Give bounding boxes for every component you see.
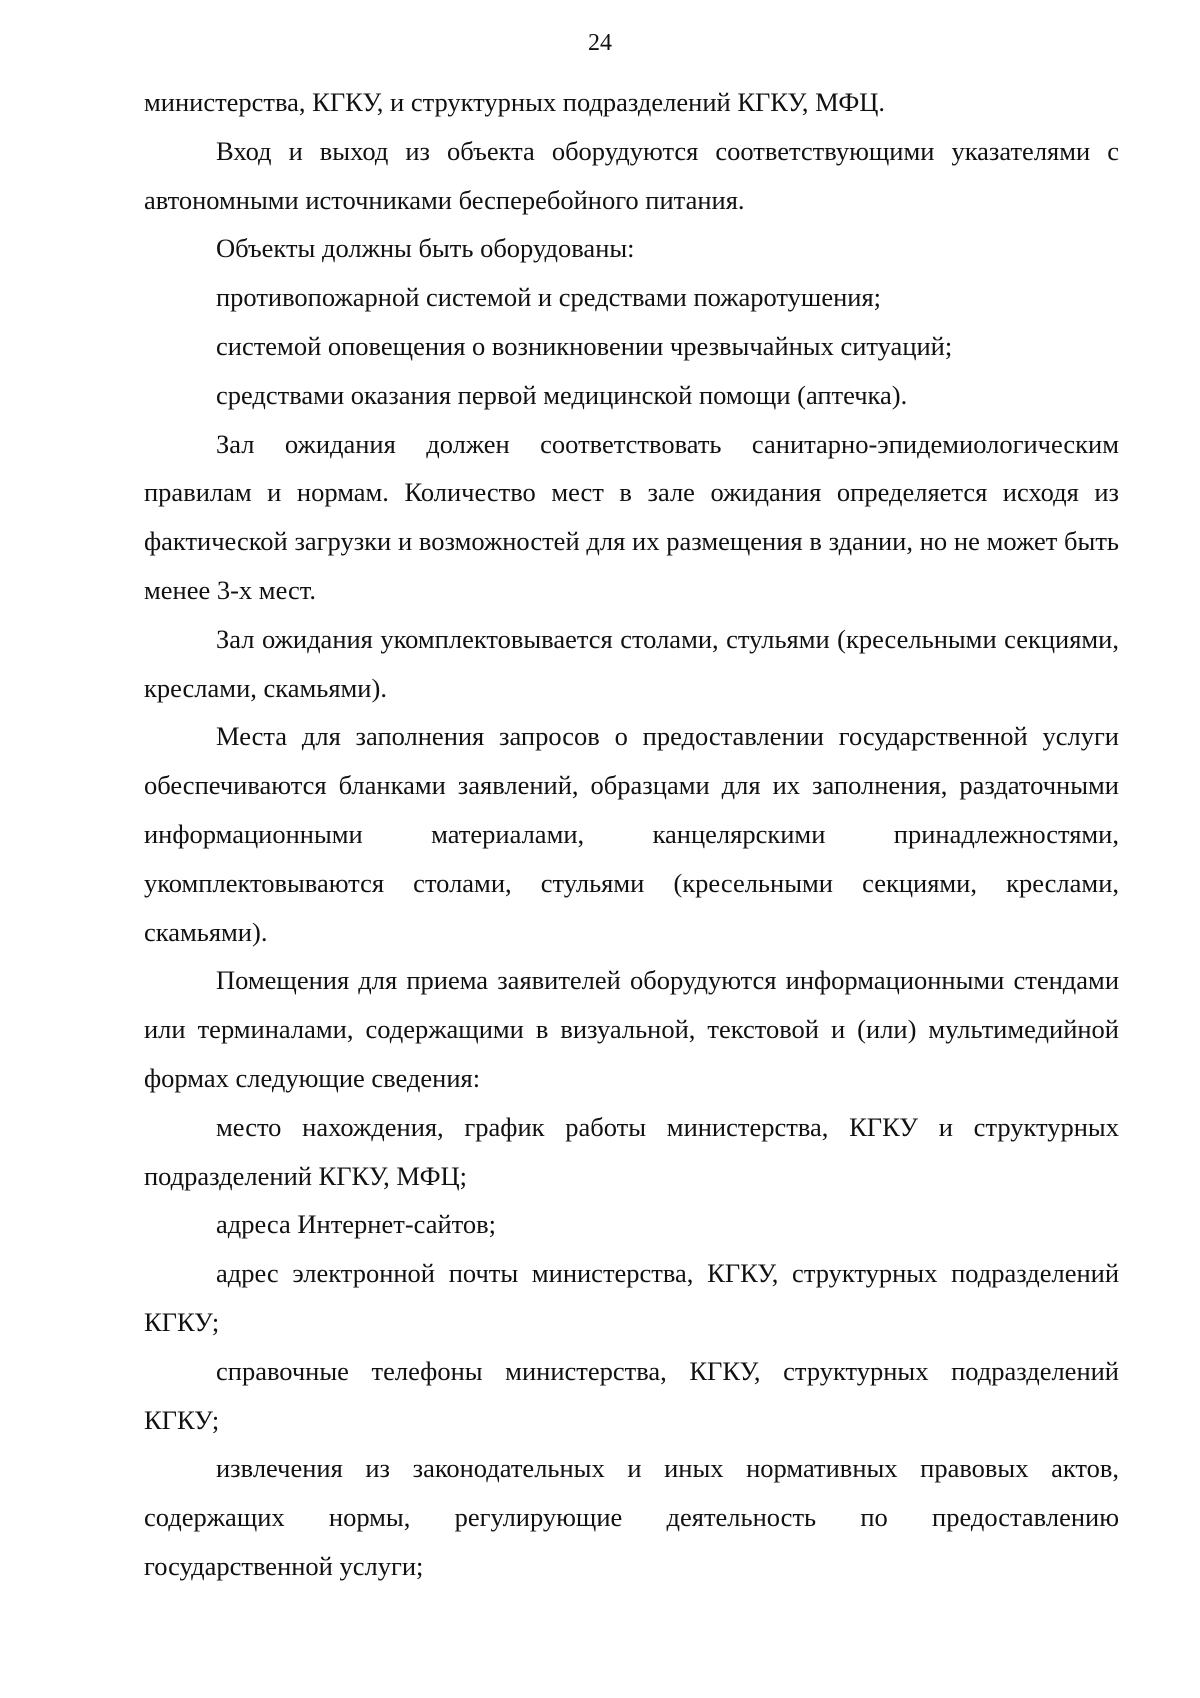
paragraph-waiting-hall-furniture: Зал ожидания укомплектовывается столами, стульями (кресельными секциями, креслами, скамьями). bbox=[144, 623, 1119, 703]
page-number: 24 bbox=[588, 30, 612, 56]
paragraph-equipment-intro: Объекты должны быть оборудованы: bbox=[216, 233, 635, 264]
paragraph-waiting-hall-norms: Зал ожидания должен соответствовать санитарно-эпидемиологическим правилам и нормам. Количество мест в зале ожидания определяется исходя из фактической загрузки и возможностей для их размещения в здании, но не может быть менее 3-х мест. bbox=[144, 428, 1119, 605]
paragraph-request-places: Места для заполнения запросов о предоставлении государственной услуги обеспечиваются бланками заявлений, образцами для их заполнения, раздаточными информационными материалами, канцелярскими принадлежностями, укомплектовываются столами, стульями (кресельными секциями, креслами, скамьями). bbox=[144, 721, 1119, 947]
list-item-alert-system: системой оповещения о возникновении чрезвычайных ситуаций; bbox=[216, 330, 953, 361]
list-item-first-aid: средствами оказания первой медицинской помощи (аптечка). bbox=[216, 379, 908, 410]
list-item-location-schedule: место нахождения, график работы министерства, КГКУ и структурных подразделений КГКУ, МФЦ; bbox=[144, 1111, 1119, 1191]
list-item-email: адрес электронной почты министерства, КГКУ, структурных подразделений КГКУ; bbox=[144, 1258, 1119, 1337]
list-item-phones: справочные телефоны министерства, КГКУ, структурных подразделений КГКУ; bbox=[144, 1355, 1119, 1435]
list-item-fire-system: противопожарной системой и средствами пожаротушения; bbox=[216, 282, 881, 313]
paragraph-reception-rooms: Помещения для приема заявителей оборудуются информационными стендами или терминалами, содержащими в визуальной, текстовой и (или) мультимедийной формах следующие сведения: bbox=[144, 965, 1119, 1093]
list-item-websites: адреса Интернет-сайтов; bbox=[216, 1209, 497, 1240]
document-body bbox=[144, 78, 1119, 1591]
list-item-legal-extracts: извлечения из законодательных и иных нормативных правовых актов, содержащих нормы, регулирующие деятельность по предоставлению государственной услуги; bbox=[144, 1453, 1119, 1581]
paragraph-continuation: министерства, КГКУ, и структурных подразделений КГКУ, МФЦ. bbox=[144, 87, 886, 117]
paragraph-entrance-exit: Вход и выход из объекта оборудуются соответствующими указателями с автономными источниками бесперебойного питания. bbox=[144, 135, 1119, 215]
